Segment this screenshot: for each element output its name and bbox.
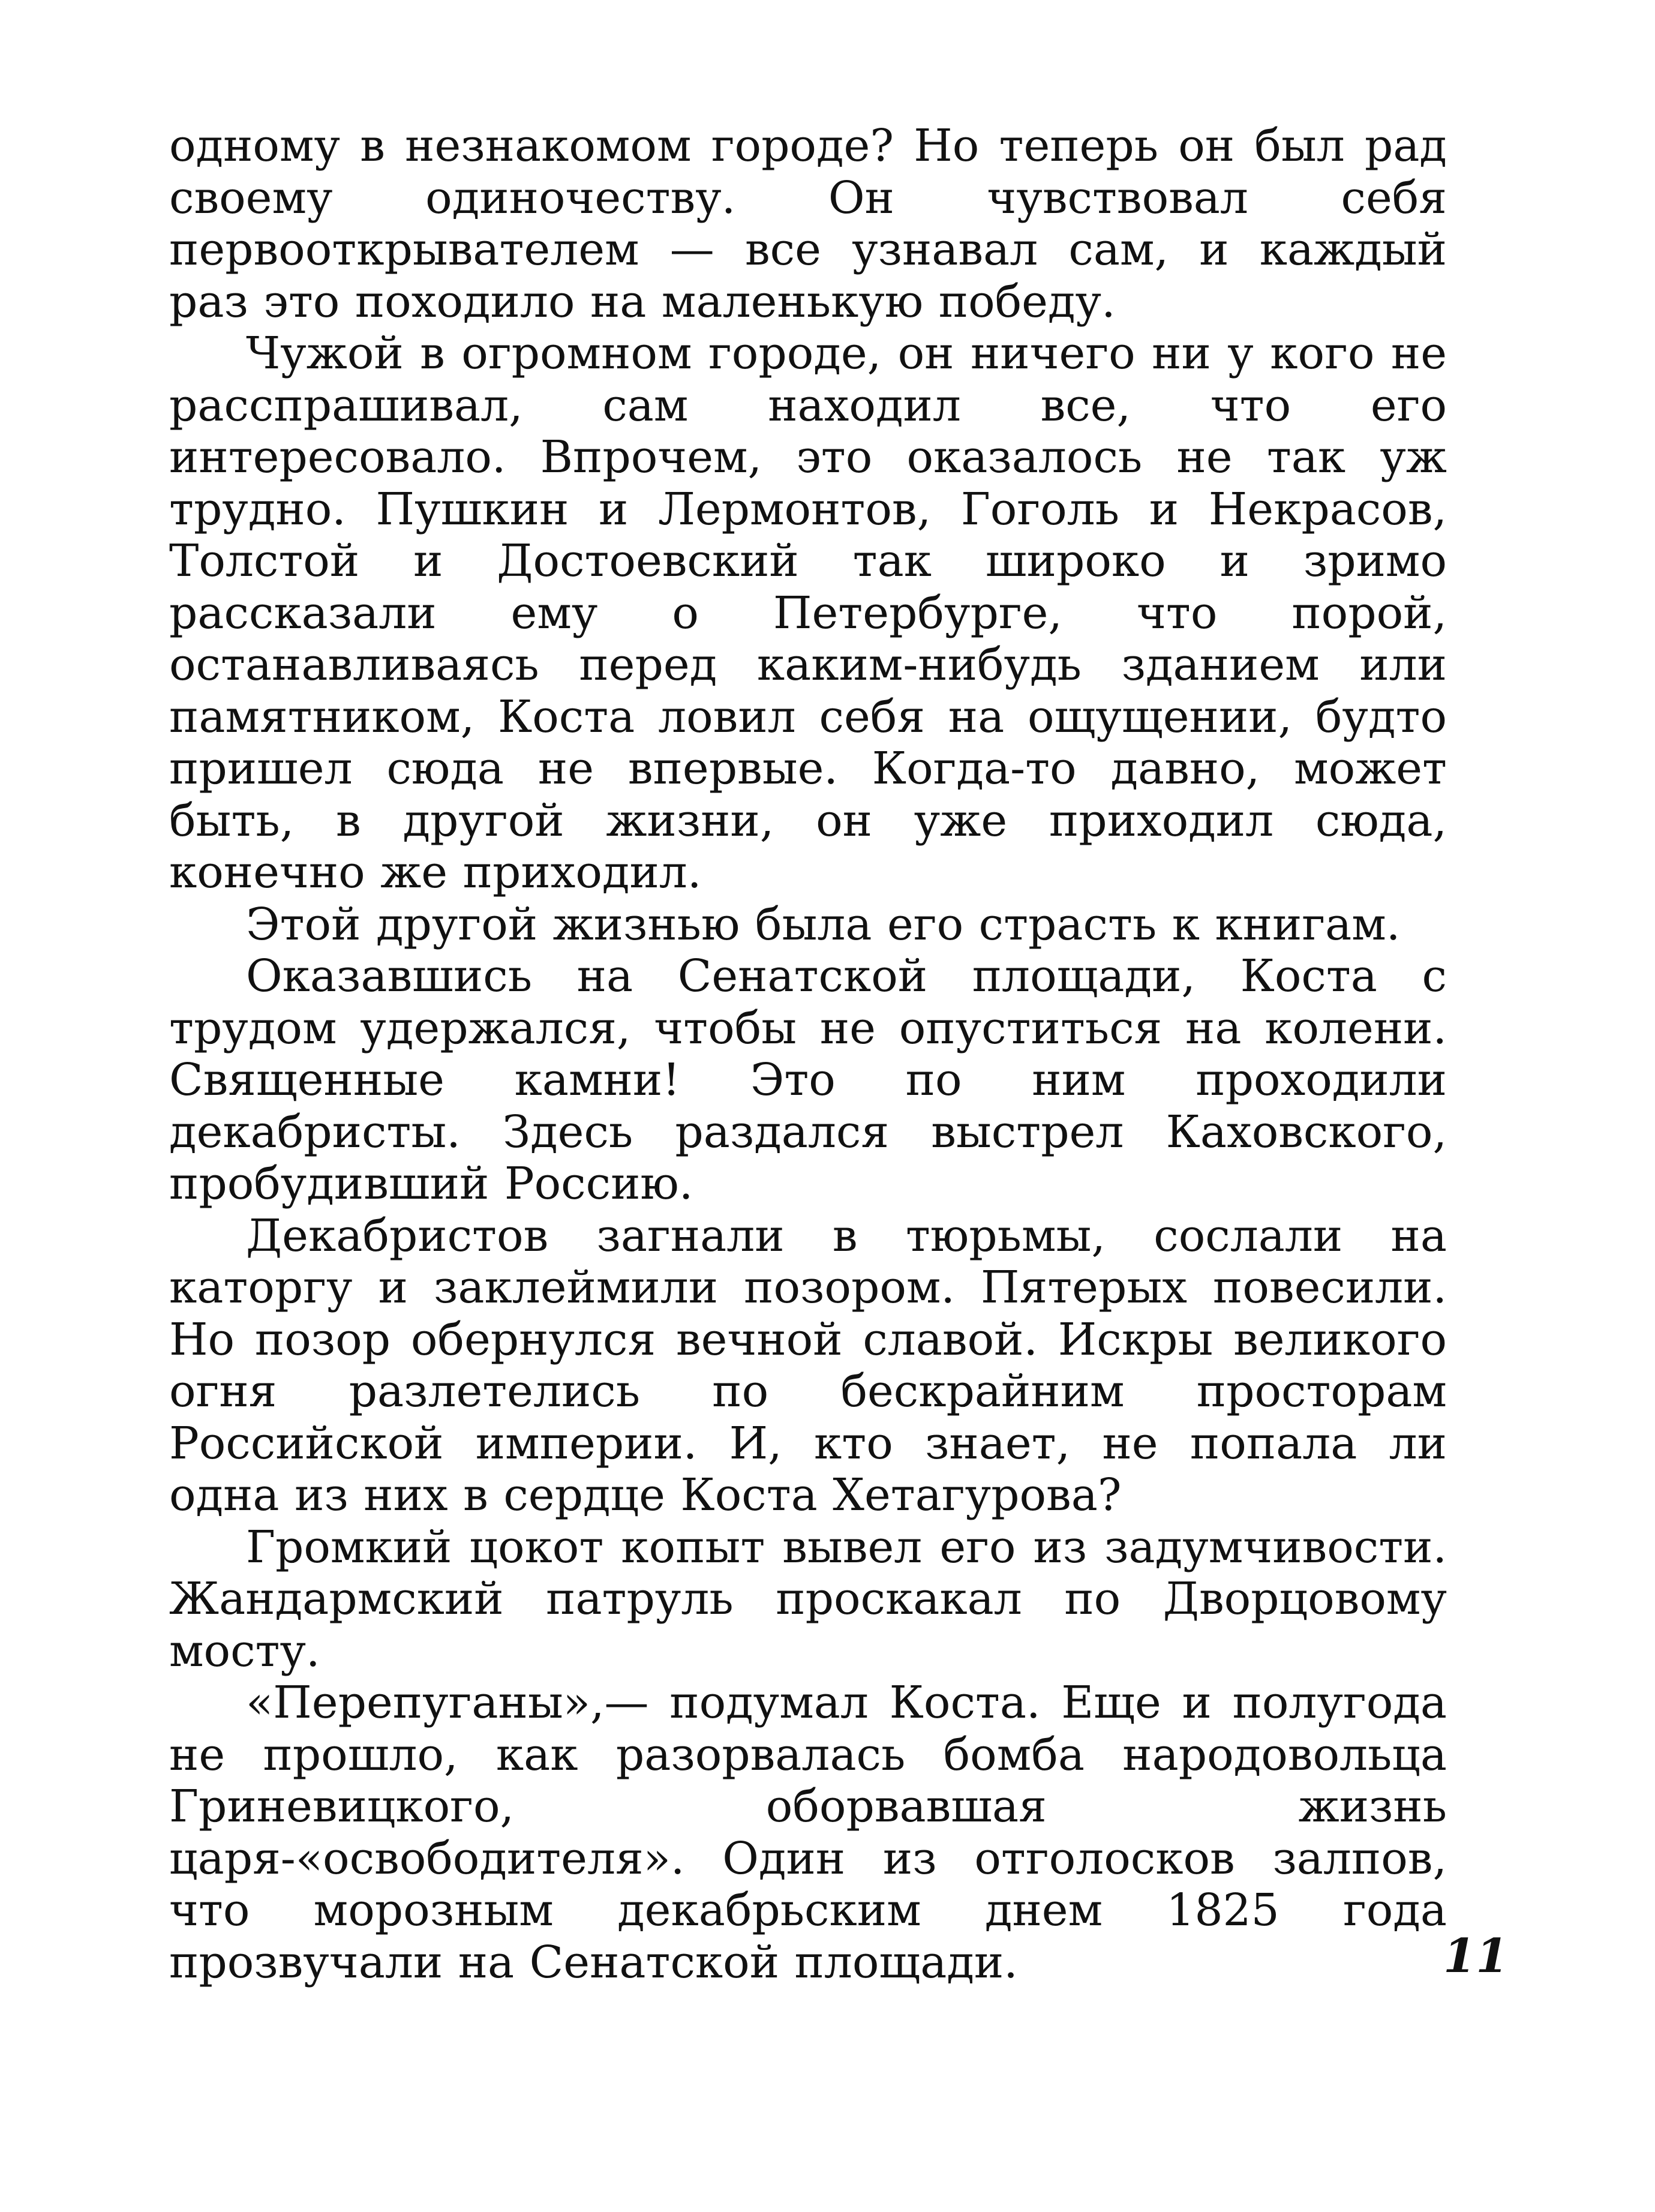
body-text xyxy=(169,120,1447,1988)
paragraph-continuation: одному в незнакомом городе? Но теперь он был рад своему одиночеству. Он чувствовал себя первооткрывателем — все узнавал сам, и каждый раз это походило на маленькую победу. xyxy=(169,120,1447,328)
paragraph-stranger-in-city: Чужой в огромном городе, он ничего ни у кого не расспрашивал, сам находил все, что его интересовало. Впрочем, это оказалось не так уж трудно. Пушкин и Лермонтов, Гоголь и Некрасов, Толстой и Достоевский так широко и зримо рассказали ему о Петербурге, что порой, останавливаясь перед каким-нибудь зданием или памятником, Коста ловил себя на ощущении, будто пришел сюда не впервые. Когда-то давно, может быть, в другой жизни, он уже приходил сюда, конечно же приходил. xyxy=(169,328,1447,898)
paragraph-gendarme-patrol: Громкий цокот копыт вывел его из задумчивости. Жандармский патруль проскакал по Дворцовому мосту. xyxy=(169,1521,1447,1677)
paragraph-decembrists: Декабристов загнали в тюрьмы, сослали на каторгу и заклеймили позором. Пятерых повесили. Но позор обернулся вечной славой. Искры великого огня разлетелись по бескрайним просторам Российской империи. И, кто знает, не попала ли одна из них в сердце Коста Хетагурова? xyxy=(169,1209,1447,1521)
page-number: 11 xyxy=(1443,1929,1509,1983)
paragraph-frightened: «Перепуганы»,— подумал Коста. Еще и полугода не прошло, как разорвалась бомба народовольца Гриневицкого, оборвавшая жизнь царя-«освободителя». Один из отголосков залпов, что морозным декабрьским днем 1825 года прозвучали на Сенатской площади. xyxy=(169,1677,1447,1988)
paragraph-senate-square: Оказавшись на Сенатской площади, Коста с трудом удержался, чтобы не опуститься на колени. Священные камни! Это по ним проходили декабристы. Здесь раздался выстрел Каховского, пробудивший Россию. xyxy=(169,950,1447,1209)
paragraph-passion-for-books: Этой другой жизнью была его страсть к книгам. xyxy=(246,898,1401,950)
